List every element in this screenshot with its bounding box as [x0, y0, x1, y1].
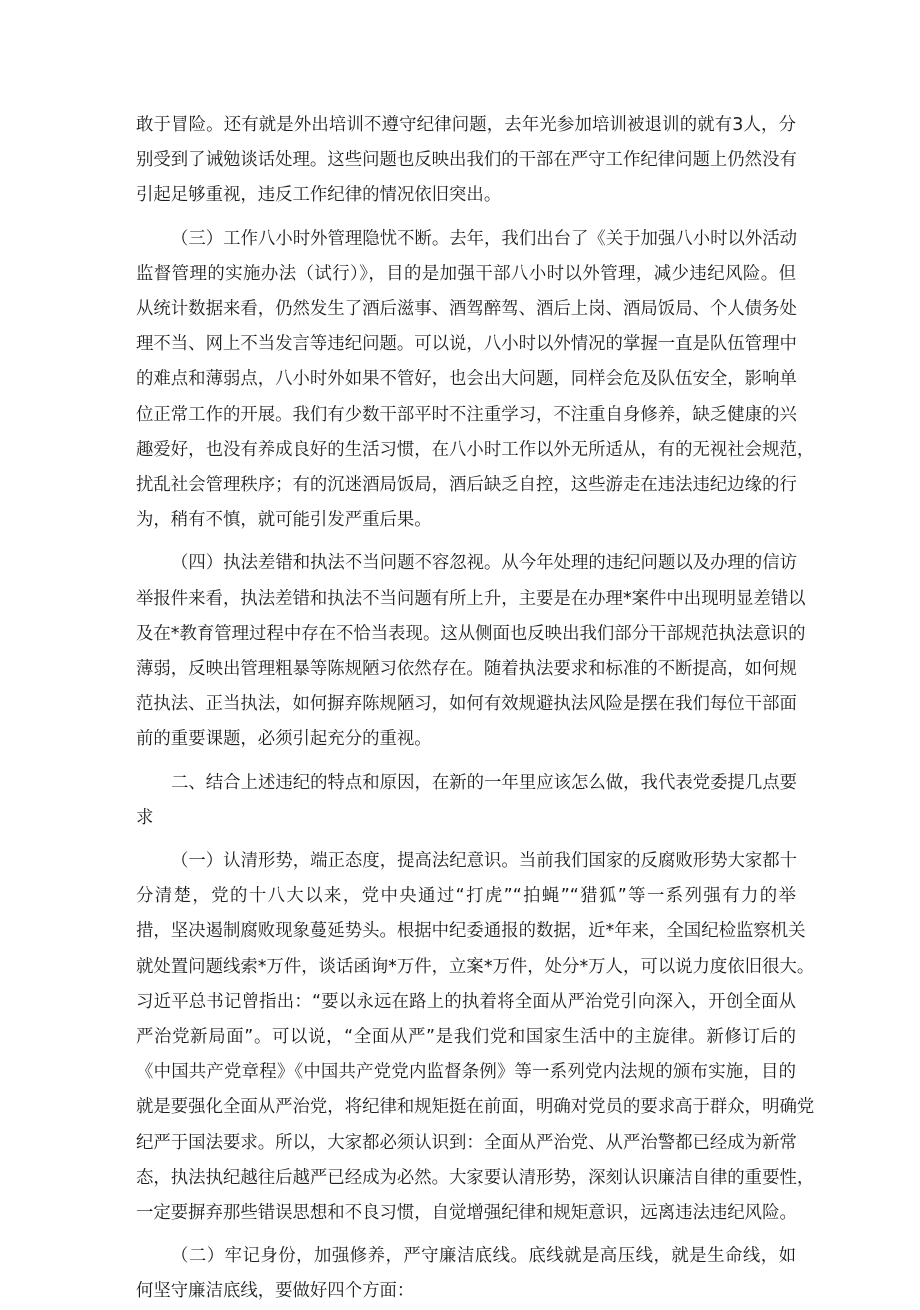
section-heading: 二、结合上述违纪的特点和原因，在新的一年里应该怎么做，我代表党委提几点要	[171, 772, 798, 793]
text-line: 及在*教育管理过程中存在不恰当表现。这从侧面也反映出我们部分干部规范执法意识的	[136, 623, 806, 644]
text-line: 敢于冒险。还有就是外出培训不遵守纪律问题，去年光参加培训被退训的就有3人，分	[136, 115, 796, 135]
text-line: 何坚守廉洁底线，要做好四个方面：	[136, 1281, 415, 1302]
text-line: 就处置问题线索*万件，谈话函询*万件，立案*万件，处分*万人，可以说力度依旧很大。	[136, 956, 815, 977]
text-line: 从统计数据来看，仍然发生了酒后滋事、酒驾醉驾、酒后上岗、酒局饭局、个人债务处	[136, 299, 797, 319]
text-line: 分清楚，党的十八大以来，党中央通过“打虎”“拍蝇”“猎狐”等一系列强有力的举	[136, 886, 796, 907]
text-line: 趣爱好，也没有养成良好的生活习惯，在八小时工作以外无所适从，有的无视社会规范，	[136, 439, 815, 460]
text-line: 举报件来看，执法差错和执法不当问题有所上升，主要是在办理*案件中出现明显差错以	[136, 588, 806, 609]
text-line: 一定要摒弃那些错误思想和不良习惯，自觉增强纪律和规矩意识，远离违法违纪风险。	[136, 1203, 797, 1223]
text-line: 别受到了诫勉谈话处理。这些问题也反映出我们的干部在严守工作纪律问题上仍然没有	[136, 150, 797, 171]
text-line: （一）认清形势，端正态度，提高法纪意识。当前我们国家的反腐败形势大家都十	[171, 851, 798, 871]
text-line: （三）工作八小时外管理隐忧不断。去年，我们出台了《关于加强八小时以外活动	[171, 228, 798, 249]
text-line: 扰乱社会管理秩序；有的沉迷酒局饭局，酒后缺乏自控，这些游走在违法违纪边缘的行	[136, 475, 797, 495]
text-line: 理不当、网上不当发言等违纪问题。可以说，八小时以外情况的掌握一直是队伍管理中	[136, 334, 797, 355]
text-line: （二）牢记身份，加强修养，严守廉洁底线。底线就是高压线，就是生命线，如	[171, 1246, 796, 1267]
text-line: 严治党新局面”。可以说，“全面从严”是我们党和国家生活中的主旋律。新修订后的	[136, 1027, 796, 1047]
text-line: 引起足够重视，违反工作纪律的情况依旧突出。	[136, 185, 502, 206]
text-line: 的难点和薄弱点，八小时外如果不管好，也会出大问题，同样会危及队伍安全，影响单	[136, 369, 797, 390]
text-line: 薄弱，反映出管理粗暴等陈规陋习依然存在。随着执法要求和标准的不断提高，如何规	[136, 659, 797, 679]
text-line: 监督管理的实施办法（试行）》，目的是加强干部八小时以外管理，减少违纪风险。但	[136, 263, 796, 284]
text-line: 前的重要课题，必须引起充分的重视。	[136, 729, 432, 750]
text-line: 就是要强化全面从严治党，将纪律和规矩挺在前面，明确对党员的要求高于群众，明确党	[136, 1097, 815, 1118]
text-line: 为，稍有不慎，就可能引发严重后果。	[136, 510, 432, 531]
text-line: 范执法、正当执法，如何摒弃陈规陋习，如何有效规避执法风险是摆在我们每位干部面	[136, 694, 797, 715]
text-line: 位正常工作的开展。我们有少数干部平时不注重学习，不注重自身修养，缺乏健康的兴	[136, 404, 797, 425]
text-line: 《中国共产党章程》《中国共产党党内监督条例》等一系列党内法规的颁布实施，目的	[136, 1062, 796, 1083]
section-heading: 求	[136, 807, 154, 828]
text-line: 习近平总书记曾指出：“要以永远在路上的执着将全面从严治党引向深入，开创全面从	[136, 991, 796, 1012]
text-line: 纪严于国法要求。所以，大家都必须认识到：全面从严治党、从严治警都已经成为新常	[136, 1132, 797, 1153]
text-line: 措，坚决遏制腐败现象蔓延势头。根据中纪委通报的数据，近*年来，全国纪检监察机关	[136, 921, 806, 942]
text-line: （四）执法差错和执法不当问题不容忽视。从今年处理的违纪问题以及办理的信访	[171, 553, 798, 574]
text-line: 态，执法执纪越往后越严已经成为必然。大家要认清形势，深刻认识廉洁自律的重要性，	[136, 1167, 815, 1188]
